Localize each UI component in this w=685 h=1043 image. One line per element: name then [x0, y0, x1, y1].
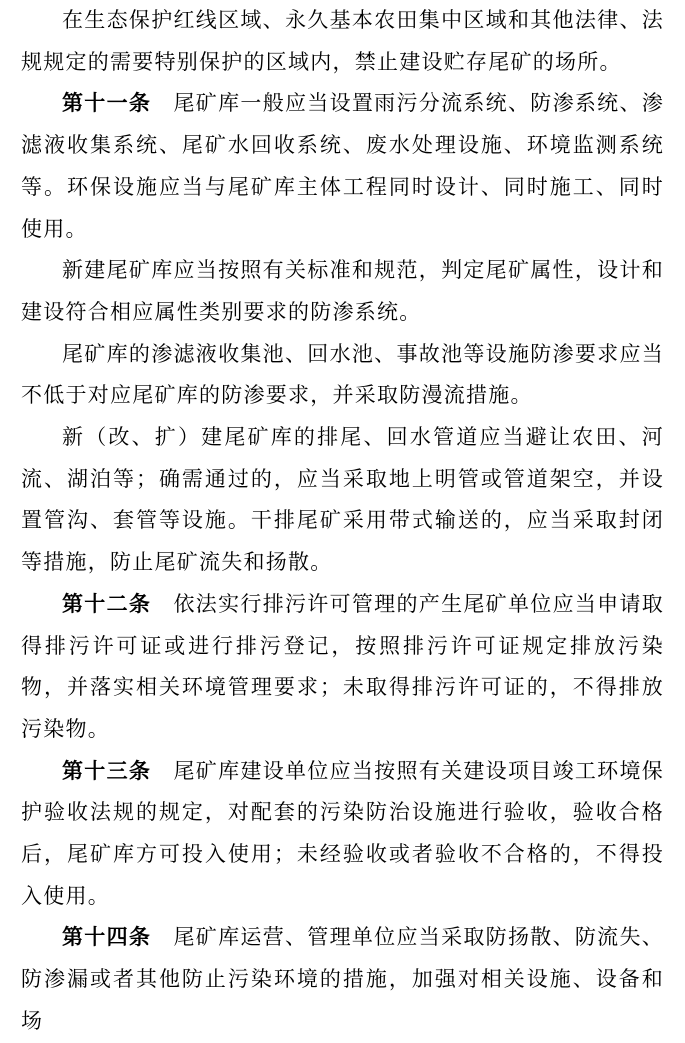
paragraph: 第十四条 尾矿库运营、管理单位应当采取防扬散、防流失、防渗漏或者其他防止污染环境的措施，加强对相关设施、设备和场 — [21, 925, 665, 1033]
paragraph: 第十一条 尾矿库一般应当设置雨污分流系统、防渗系统、渗滤液收集系统、尾矿水回收系统、废水处理设施、环境监测系统等。环保设施应当与尾矿库主体工程同时设计、同时施工、同时使用。 — [21, 91, 665, 241]
article-number: 第十三条 — [62, 759, 152, 783]
paragraph: 第十三条 尾矿库建设单位应当按照有关建设项目竣工环境保护验收法规的规定，对配套的污染防治设施进行验收，验收合格后，尾矿库方可投入使用；未经验收或者验收不合格的，不得投入使用。 — [21, 758, 665, 908]
paragraph: 尾矿库的渗滤液收集池、回水池、事故池等设施防渗要求应当不低于对应尾矿库的防渗要求，并采取防漫流措施。 — [21, 341, 664, 408]
article-number: 第十一条 — [62, 92, 152, 116]
article-number: 第十二条 — [62, 592, 152, 616]
document-body — [21, 0, 664, 1043]
paragraph: 新（改、扩）建尾矿库的排尾、回水管道应当避让农田、河流、湖泊等；确需通过的，应当采取地上明管或管道架空，并设置管沟、套管等设施。干排尾矿采用带式输送的，应当采取封闭等措施，防止尾矿流失和扬散。 — [21, 425, 664, 575]
paragraph: 新建尾矿库应当按照有关标准和规范，判定尾矿属性，设计和建设符合相应属性类别要求的防渗系统。 — [21, 258, 664, 324]
paragraph: 第十二条 依法实行排污许可管理的产生尾矿单位应当申请取得排污许可证或进行排污登记，按照排污许可证规定排放污染物，并落实相关环境管理要求；未取得排污许可证的，不得排放污染物。 — [21, 591, 665, 741]
paragraph: 在生态保护红线区域、永久基本农田集中区域和其他法律、法规规定的需要特别保护的区域内，禁止建设贮存尾矿的场所。 — [21, 8, 664, 74]
article-number: 第十四条 — [62, 926, 152, 950]
